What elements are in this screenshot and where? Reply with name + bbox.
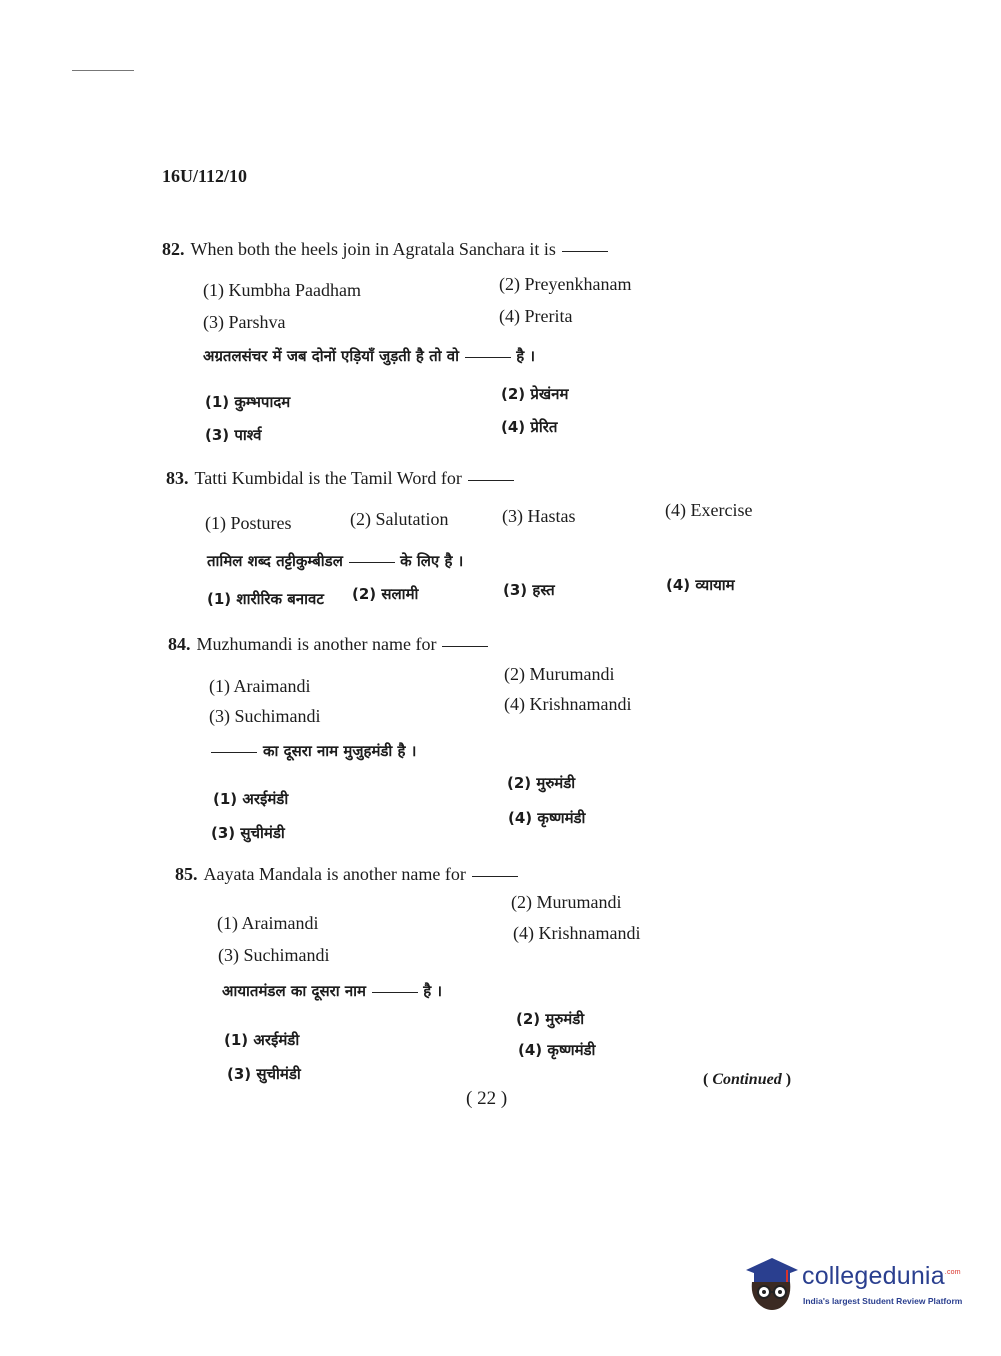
option-hindi: (1) कुम्भपादम bbox=[205, 393, 291, 411]
option-hindi: (4) व्यायाम bbox=[666, 576, 735, 594]
option: (2) Salutation bbox=[350, 509, 449, 529]
question-number: 82. bbox=[162, 239, 185, 259]
answer-blank bbox=[465, 357, 511, 358]
answer-blank bbox=[468, 480, 514, 481]
option: (1) Postures bbox=[205, 513, 292, 533]
page-number: ( 22 ) bbox=[466, 1088, 508, 1109]
option: (4) Krishnamandi bbox=[504, 694, 632, 714]
option: (4) Exercise bbox=[665, 500, 753, 520]
answer-blank bbox=[372, 992, 418, 993]
option-hindi: (2) मुरुमंडी bbox=[516, 1010, 585, 1028]
question-text: Tatti Kumbidal is the Tamil Word for bbox=[194, 468, 462, 488]
option-hindi: (1) अरईमंडी bbox=[213, 790, 289, 808]
question-83 bbox=[166, 468, 514, 489]
option: (3) Hastas bbox=[502, 506, 576, 526]
logo-wordmark: collegedunia$^{.com}$ bbox=[802, 1262, 961, 1290]
option: (3) Suchimandi bbox=[218, 945, 330, 965]
option: (3) Parshva bbox=[203, 312, 286, 332]
option-hindi: (4) कृष्णमंडी bbox=[518, 1041, 596, 1059]
option-hindi: (2) मुरुमंडी bbox=[507, 774, 576, 792]
option-hindi: (3) हस्त bbox=[503, 581, 555, 599]
option: (4) Prerita bbox=[499, 306, 573, 326]
option-hindi: (1) शारीरिक बनावट bbox=[207, 590, 324, 608]
option-hindi: (1) अरईमंडी bbox=[224, 1031, 300, 1049]
question-84 bbox=[168, 634, 488, 655]
question-number: 83. bbox=[166, 468, 189, 488]
paper-code: 16U/112/10 bbox=[162, 166, 248, 186]
option: (1) Araimandi bbox=[217, 913, 319, 933]
question-text-hindi: आयातमंडल का दूसरा नाम है । bbox=[222, 982, 443, 1000]
question-number: 85. bbox=[175, 864, 198, 884]
question-text-hindi: अग्रतलसंचर में जब दोनों एड़ियाँ जुड़ती है तो वो है । bbox=[203, 347, 536, 365]
option-hindi: (3) सुचीमंडी bbox=[211, 824, 285, 842]
option-hindi: (2) प्रेखंनम bbox=[501, 385, 569, 403]
continued-note: ( Continued ) bbox=[703, 1071, 792, 1088]
option: (2) Preyenkhanam bbox=[499, 274, 632, 294]
option: (1) Araimandi bbox=[209, 676, 311, 696]
option-hindi: (3) पार्श्व bbox=[205, 426, 262, 444]
question-number: 84. bbox=[168, 634, 191, 654]
answer-blank bbox=[562, 251, 608, 252]
answer-blank bbox=[211, 752, 257, 753]
option: (3) Suchimandi bbox=[209, 706, 321, 726]
logo-tagline: India's largest Student Review Platform bbox=[803, 1296, 963, 1306]
question-85 bbox=[175, 864, 518, 885]
collegedunia-logo bbox=[742, 1252, 972, 1314]
question-text-hindi: का दूसरा नाम मुजुहमंडी है । bbox=[211, 741, 416, 761]
option-hindi: (4) प्रेरित bbox=[501, 418, 558, 436]
question-text: Aayata Mandala is another name for bbox=[203, 864, 466, 884]
option: (2) Murumandi bbox=[504, 664, 615, 684]
option-hindi: (3) सुचीमंडी bbox=[227, 1065, 301, 1083]
question-text: When both the heels join in Agratala Sanchara it is bbox=[190, 239, 556, 259]
option-hindi: (4) कृष्णमंडी bbox=[508, 809, 586, 827]
question-82 bbox=[162, 239, 608, 260]
option-hindi: (2) सलामी bbox=[352, 585, 419, 603]
answer-blank bbox=[349, 562, 395, 563]
mascot-icon bbox=[742, 1252, 800, 1312]
option: (4) Krishnamandi bbox=[513, 923, 641, 943]
option: (1) Kumbha Paadham bbox=[203, 280, 361, 300]
question-text-hindi: तामिल शब्द तट्टीकुम्बीडल के लिए है । bbox=[207, 552, 464, 570]
answer-blank bbox=[472, 876, 518, 877]
top-rule bbox=[72, 70, 134, 71]
answer-blank bbox=[442, 646, 488, 647]
option: (2) Murumandi bbox=[511, 892, 622, 912]
question-text: Muzhumandi is another name for bbox=[196, 634, 437, 654]
